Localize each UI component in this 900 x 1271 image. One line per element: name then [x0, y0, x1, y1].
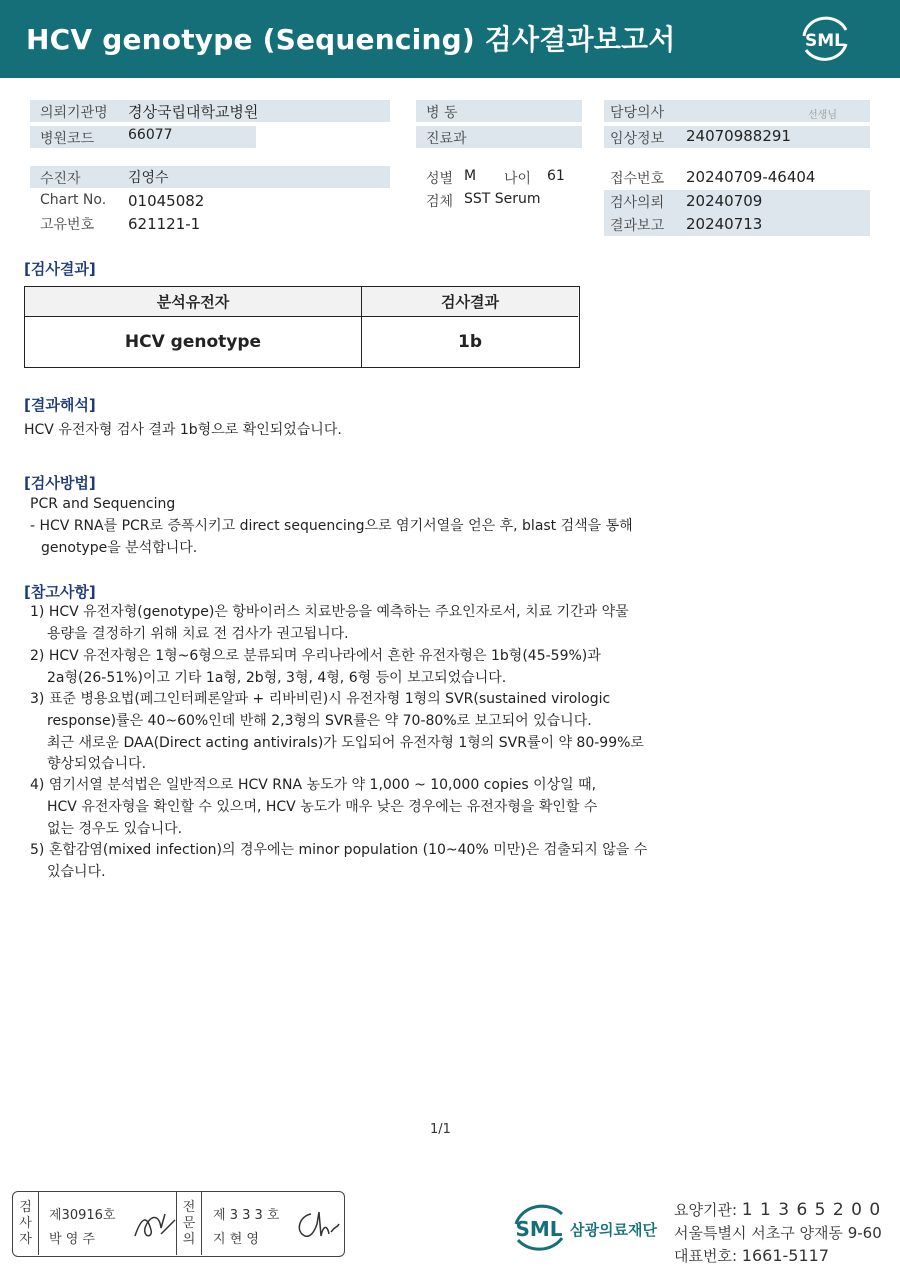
result-table: [24, 286, 580, 368]
svg-text:SML: SML: [515, 1217, 563, 1241]
method-line: PCR and Sequencing: [30, 496, 176, 512]
report-header: [0, 0, 900, 78]
specimen-label: 검체: [426, 194, 454, 210]
note-line: 4) 염기서열 분석법은 일반적으로 HCV RNA 농도가 약 1,000 ~ 10,000 copies 이상일 때,: [30, 777, 597, 793]
specialist-license: 제 3 3 3 호: [213, 1208, 280, 1223]
note-line: 5) 혼합감염(mixed infection)의 경우에는 minor population (10~40% 미만)은 검출되지 않을 수: [30, 842, 648, 858]
footer-address: 서울특별시 서초구 양재동 9-60: [674, 1224, 882, 1242]
receipt-label: 접수번호: [610, 171, 665, 187]
note-line: 2a형(26-51%)이고 기타 1a형, 2b형, 3형, 4형, 6형 등이 보고되었습니다.: [47, 670, 507, 686]
receipt-value: 20240709-46404: [686, 168, 816, 186]
footer-code-label: 요양기관:: [674, 1201, 738, 1219]
unique-value: 621121-1: [128, 215, 201, 233]
request-label: 검사의뢰: [610, 195, 665, 211]
clinical-label: 임상정보: [610, 131, 665, 147]
col-result-header: 검사결과: [362, 287, 578, 317]
specialist-name: 지 현 영: [213, 1232, 259, 1247]
sml-logo-icon: [798, 14, 852, 64]
age-label: 나이: [504, 171, 532, 187]
tester-vertical-label: 검 사 자: [13, 1192, 39, 1255]
footer-code-value: 1 1 3 6 5 2 0 0: [741, 1200, 882, 1220]
note-line: 3) 표준 병용요법(페그인터페론알파 + 리바비린)시 유전자형 1형의 SVR(sustained virologic: [30, 691, 611, 707]
request-value: 20240709: [686, 192, 763, 210]
method-line: - HCV RNA를 PCR로 증폭시키고 direct sequencing으로 염기서열을 얻은 후, blast 검색을 통해: [30, 518, 633, 534]
specialist-vertical-label: 전 문 의: [176, 1192, 202, 1255]
sex-label: 성별: [426, 171, 454, 187]
note-line: 최근 새로운 DAA(Direct acting antivirals)가 도입되어 유전자형 1형의 SVR률이 약 80-99%로: [47, 735, 644, 751]
note-line: 향상되었습니다.: [47, 756, 147, 772]
age-value: 61: [547, 168, 565, 184]
section-notes-title: [참고사항]: [24, 583, 96, 601]
chart-value: 01045082: [128, 192, 205, 210]
ward-label: 병 동: [426, 105, 458, 121]
footer-phone-value: 1661-5117: [741, 1246, 830, 1265]
note-line: response)률은 40~60%인데 반해 2,3형의 SVR률은 약 70-80%로 보고되어 있습니다.: [47, 713, 592, 729]
institution-value: 경상국립대학교병원: [128, 103, 259, 121]
report-value: 20240713: [686, 215, 763, 233]
footer-org-name: 삼광의료재단: [570, 1221, 657, 1239]
hospital-code-label: 병원코드: [40, 131, 95, 147]
result-cell: 1b: [458, 332, 482, 352]
page-number: 1/1: [430, 1122, 451, 1137]
footer-phone-label: 대표번호:: [674, 1247, 738, 1265]
report-label: 결과보고: [610, 218, 665, 234]
note-line: 1) HCV 유전자형(genotype)은 항바이러스 치료반응을 예측하는 주요인자로서, 치료 기간과 약물: [30, 604, 629, 620]
patient-value: 김영수: [128, 170, 169, 186]
specimen-value: SST Serum: [464, 191, 541, 207]
tester-signature-icon: [131, 1208, 177, 1244]
section-result-title: [검사결과]: [24, 260, 96, 278]
method-line: genotype을 분석합니다.: [41, 540, 198, 556]
note-line: 2) HCV 유전자형은 1형~6형으로 분류되며 우리나라에서 흔한 유전자형은 1b형(45-59%)과: [30, 648, 601, 664]
hospital-code-value: 66077: [128, 127, 173, 143]
patient-label: 수진자: [40, 171, 81, 187]
specialist-signature-icon: [293, 1206, 341, 1244]
report-title: HCV genotype (Sequencing) 검사결과보고서: [26, 23, 676, 56]
footer-phone: [674, 1245, 829, 1266]
note-line: 있습니다.: [47, 864, 106, 880]
note-line: 없는 경우도 있습니다.: [47, 821, 183, 837]
section-method-title: [검사방법]: [24, 474, 96, 492]
col-gene-header: 분석유전자: [25, 287, 362, 317]
dept-label: 진료과: [426, 131, 467, 147]
institution-label: 의뢰기관명: [40, 105, 108, 121]
section-interpretation-title: [결과해석]: [24, 396, 96, 414]
doctor-suffix: 선생님: [808, 110, 837, 121]
doctor-label: 담당의사: [610, 105, 665, 121]
patient-bar: [30, 166, 390, 188]
footer-code: [674, 1199, 881, 1220]
signature-box: [12, 1191, 345, 1257]
tester-license: 제30916호: [49, 1208, 116, 1223]
tester-name: 박 영 주: [49, 1232, 95, 1247]
clinical-value: 24070988291: [686, 127, 791, 145]
sex-value: M: [464, 168, 477, 184]
chart-label: Chart No.: [40, 192, 107, 208]
svg-text:SML: SML: [805, 31, 845, 51]
interpretation-text: HCV 유전자형 검사 결과 1b형으로 확인되었습니다.: [24, 422, 342, 438]
gene-cell: HCV genotype: [25, 317, 362, 367]
note-line: HCV 유전자형을 확인할 수 있으며, HCV 농도가 매우 낮은 경우에는 유전자형을 확인할 수: [47, 799, 598, 815]
note-line: 용량을 결정하기 위해 치료 전 검사가 권고됩니다.: [47, 626, 349, 642]
unique-label: 고유번호: [40, 217, 95, 233]
